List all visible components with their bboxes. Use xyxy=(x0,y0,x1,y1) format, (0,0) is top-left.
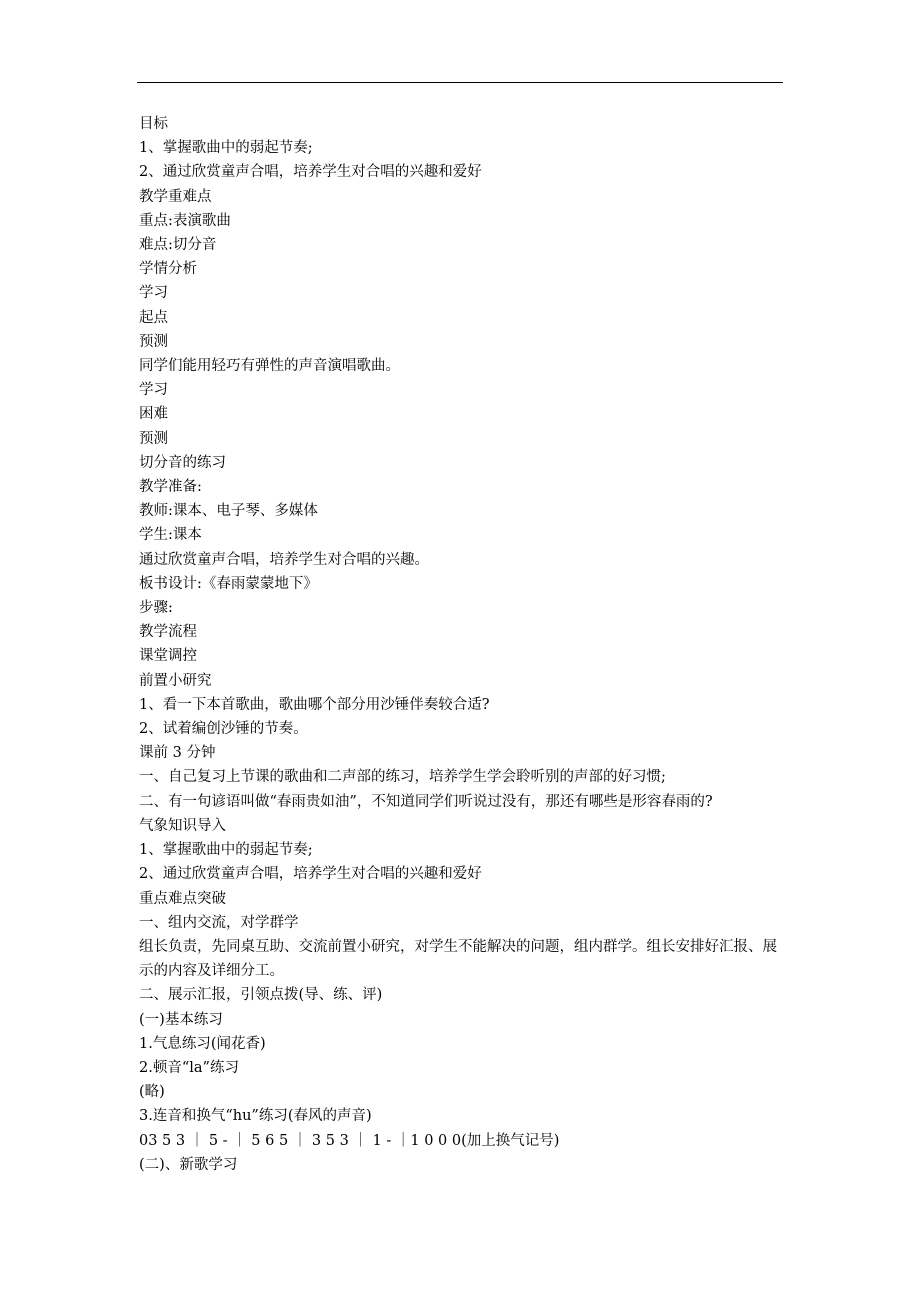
text-line: 二、有一句谚语叫做“春雨贵如油”，不知道同学们听说过没有，那还有哪些是形容春雨的? xyxy=(139,793,713,810)
notation-line: 03 5 3 ｜ 5 - ｜ 5 6 5 ｜ 3 5 3 ｜ 1 - ｜1 0 0 0(加上换气记号) xyxy=(139,1132,560,1149)
text-line: 1、看一下本首歌曲，歌曲哪个部分用沙锤伴奏较合适? xyxy=(139,696,490,713)
text-line: 教学重难点 xyxy=(139,188,212,205)
text-line: 重点难点突破 xyxy=(139,890,226,907)
text-line: 课前 3 分钟 xyxy=(139,745,216,762)
text-line: 1.气息练习(闻花香) xyxy=(139,1035,266,1052)
text-line: 前置小研究 xyxy=(139,672,212,689)
text-line: 学生:课本 xyxy=(139,527,202,544)
text-line: 预测 xyxy=(139,333,168,350)
text-line: 步骤: xyxy=(139,600,173,617)
text-line: 重点:表演歌曲 xyxy=(139,212,231,229)
text-paragraph: 组长负责，先同桌互助、交流前置小研究，对学生不能解决的问题，组内群学。组长安排好汇报、展示的内容及详细分工。 xyxy=(139,938,777,980)
text-line: 目标 xyxy=(139,116,168,132)
text-line: 3.连音和换气“hu”练习(春风的声音) xyxy=(139,1108,372,1125)
text-line: 同学们能用轻巧有弹性的声音演唱歌曲。 xyxy=(139,358,400,375)
header-rule xyxy=(137,82,783,83)
text-line: 2、通过欣赏童声合唱，培养学生对合唱的兴趣和爱好 xyxy=(139,866,482,883)
text-line: 学情分析 xyxy=(139,261,197,278)
text-line: (一)基本练习 xyxy=(139,1011,223,1028)
text-line: 困难 xyxy=(139,406,168,423)
text-line: 2、试着编创沙锤的节奏。 xyxy=(139,721,308,738)
text-line: 教学准备: xyxy=(139,479,202,496)
text-line: 2、通过欣赏童声合唱，培养学生对合唱的兴趣和爱好 xyxy=(139,164,482,181)
text-line: 课堂调控 xyxy=(139,648,197,665)
text-line: 教师:课本、电子琴、多媒体 xyxy=(139,503,318,520)
text-line: 切分音的练习 xyxy=(139,454,226,471)
text-line: 气象知识导入 xyxy=(139,817,226,834)
text-line: (二)、新歌学习 xyxy=(139,1156,238,1173)
text-line: 一、自己复习上节课的歌曲和二声部的练习，培养学生学会聆听别的声部的好习惯; xyxy=(139,769,666,786)
text-line: 1、掌握歌曲中的弱起节奏; xyxy=(139,842,313,859)
text-line: 起点 xyxy=(139,309,168,326)
text-line: 通过欣赏童声合唱，培养学生对合唱的兴趣。 xyxy=(139,551,429,568)
text-line: 教学流程 xyxy=(139,624,197,641)
text-line: 一、组内交流，对学群学 xyxy=(139,914,299,931)
text-line: 预测 xyxy=(139,430,168,447)
text-line: 1、掌握歌曲中的弱起节奏; xyxy=(139,140,313,157)
text-line: (略) xyxy=(139,1084,165,1101)
text-line: 板书设计:《春雨蒙蒙地下》 xyxy=(139,575,318,592)
document-body xyxy=(139,112,785,1177)
text-line: 2.顿音“la”练习 xyxy=(139,1059,239,1076)
text-line: 学习 xyxy=(139,285,168,302)
text-line: 难点:切分音 xyxy=(139,237,217,254)
text-line: 二、展示汇报，引领点拨(导、练、评) xyxy=(139,987,383,1004)
text-line: 学习 xyxy=(139,382,168,399)
